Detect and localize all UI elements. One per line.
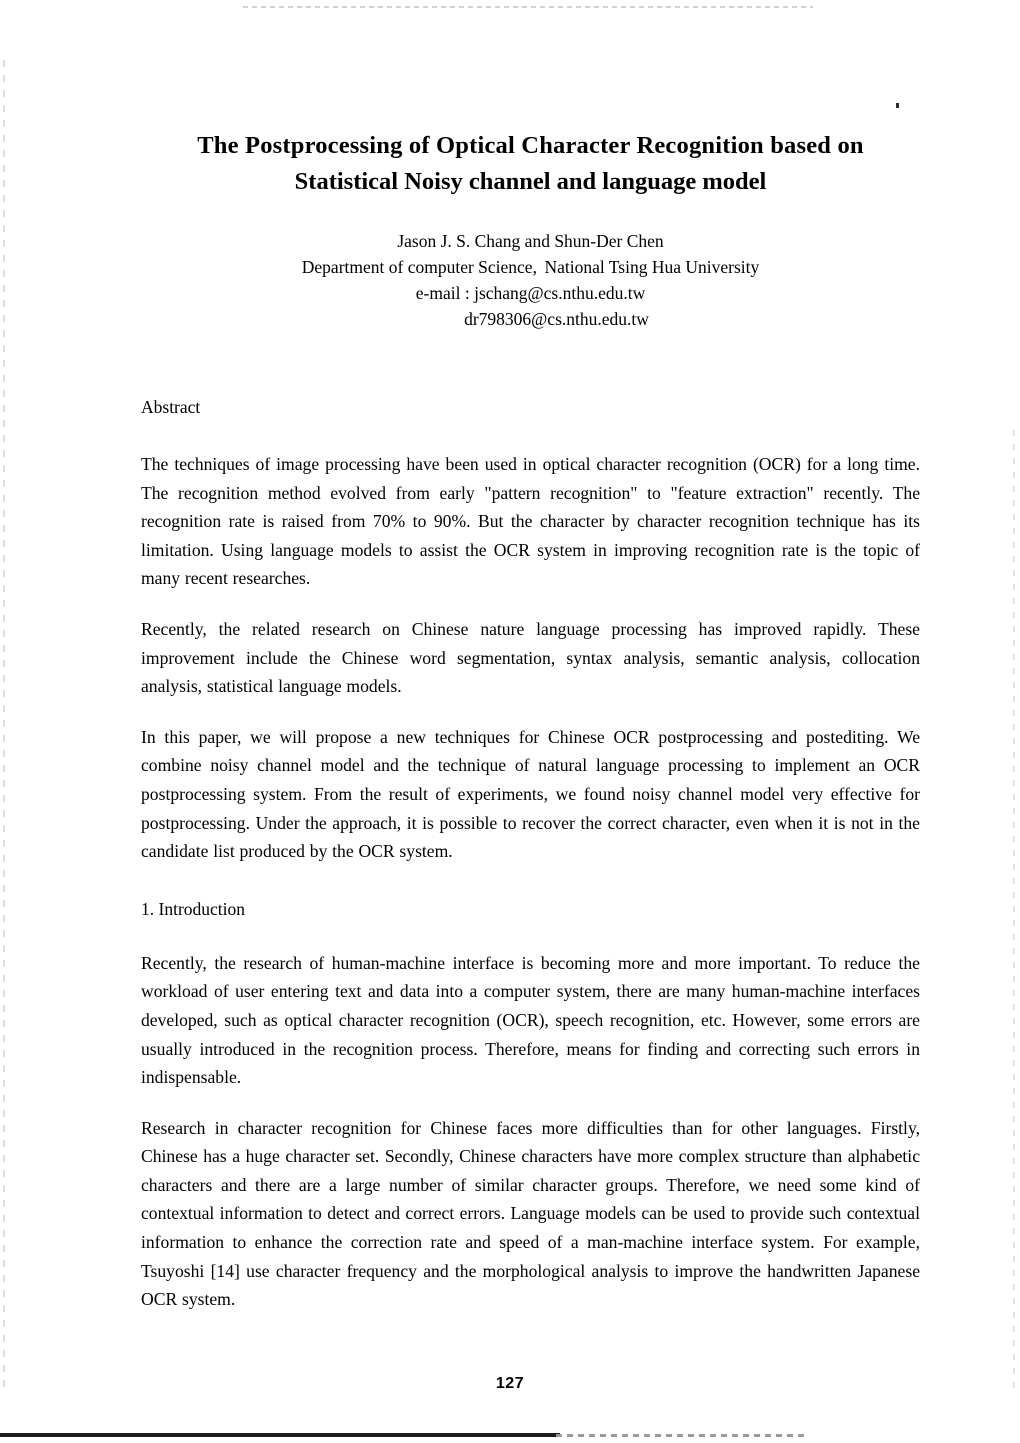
spacer <box>141 701 920 723</box>
scan-artifact-left-edge <box>3 60 5 1390</box>
scan-artifact-bottom-edge <box>0 1433 560 1437</box>
author-affiliation <box>141 254 920 280</box>
author-email-secondary: dr798306@cs.nthu.edu.tw <box>464 309 649 329</box>
abstract-paragraph-2: Recently, the related research on Chinese nature language processing has improved rapidly. These improvement include the Chinese word segmentation, syntax analysis, semantic analysis, collocation analysis, statistical language models. <box>141 618 920 697</box>
page-title <box>141 0 920 200</box>
introduction-paragraph-1: Recently, the research of human-machine interface is becoming more and more important. To reduce the workload of user entering text and data into a computer system, there are many human-machine interfaces developed, such as optical character recognition (OCR), speech recognition, etc. However, some errors are usually introduced in the recognition process. Therefore, means for finding and correcting such errors in indispensable. <box>141 952 920 1088</box>
spacer <box>141 866 920 896</box>
abstract-paragraph-1: The techniques of image processing have been used in optical character recognition (OCR) for a long time. The recognition method evolved from early "pattern recognition" to "feature extraction" recently. The recognition rate is raised from 70% to 90%. But the character by character recognition technique has its limitation. Using language models to assist the OCR system in improving recognition rate is the topic of many recent researches. <box>141 454 920 589</box>
title-line-1: The Postprocessing of Optical Character Recognition based on <box>197 132 864 159</box>
page-content <box>141 0 920 1314</box>
affiliation-separator: , <box>532 257 541 277</box>
author-block <box>141 200 920 332</box>
introduction-paragraph-2: Research in character recognition for Chinese faces more difficulties than for other languages. Firstly, Chinese has a huge character set. Secondly, Chinese characters have more complex structure than alphabetic characters and there are a large number of similar character groups. Therefore, we need some kind of contextual information to detect and correct errors. Language models can be used to provide such contextual information to enhance the correction rate and speed of a man-machine interface system. For example, Tsuyoshi [14] use character frequency and the morphological analysis to improve the handwritten Japanese OCR system. <box>141 1117 920 1310</box>
spacer <box>141 593 920 615</box>
scan-artifact-right-edge <box>1013 430 1015 1390</box>
page-number: 127 <box>495 1375 525 1392</box>
spacer <box>141 1092 920 1114</box>
abstract-heading: Abstract <box>141 397 201 417</box>
affiliation-department: Department of computer Science <box>301 257 533 277</box>
scan-artifact-bottom-edge-faded <box>556 1434 806 1437</box>
affiliation-university: National Tsing Hua University <box>544 257 760 277</box>
author-email-primary: e-mail : jschang@cs.nthu.edu.tw <box>415 283 646 303</box>
spacer <box>141 332 920 394</box>
title-line-2: Statistical Noisy channel and language model <box>294 168 767 195</box>
author-names: Jason J. S. Chang and Shun-Der Chen <box>397 231 664 251</box>
introduction-heading: 1. Introduction <box>141 898 246 919</box>
spacer <box>141 922 920 949</box>
spacer <box>141 420 920 450</box>
abstract-paragraph-3: In this paper, we will propose a new techniques for Chinese OCR postprocessing and postediting. We combine noisy channel model and the technique of natural language processing to implement an OCR postprocessing system. From the result of experiments, we found noisy channel model very effective for postprocessing. Under the approach, it is possible to recover the correct character, even when it is not in the candidate list produced by the OCR system. <box>141 726 920 862</box>
